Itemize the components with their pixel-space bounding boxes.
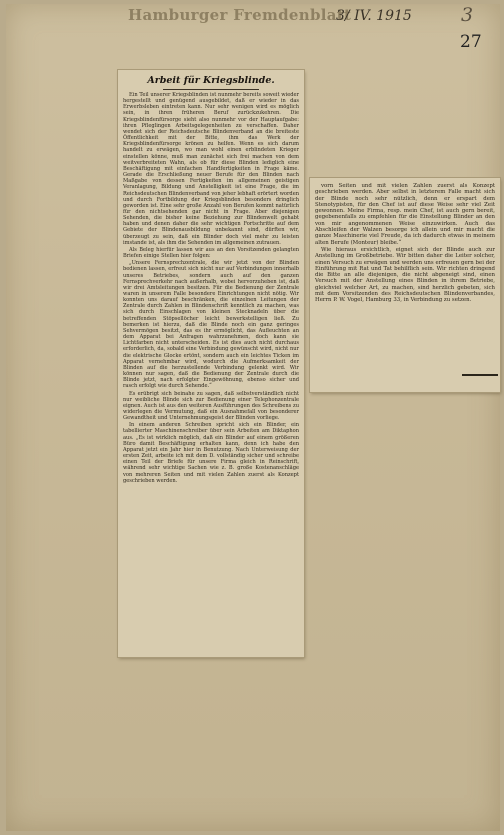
article-title: Arbeit für Kriegsblinde. [147,75,275,86]
handwritten-page-mark: 3 [461,4,474,26]
article-column-left [123,74,299,653]
clipping-header [0,0,504,60]
newspaper-name-stamp: Hamburger Fremdenblatt [128,6,352,24]
page-number: 27 [460,32,482,52]
article-column-right [315,183,495,388]
article-paragraph: vorn Seiten und mit vielen Zahlen zuerst als Konzept geschrieben werden. Aber selbst in letzterem Falle macht sich der Blinde noch sehr nützlich, denn er erspart dem Stenotypisten, für den Chef ist auf diese Weise sehr viel Zeit gewonnen. Meine Firma, resp. mein Chef, ist auch gern bereit, gegebenenfalls zu empfehlen für die Einstellung Blinder an den von mir angenommenen Weise einzuwirken. Auch das Abschleifen der Walzen besorge ich allein und mir macht die ganze Maschinerie viel Freude, da ich dadurch etwas in meinem alten Berufe (Monteur) bleibe.“ [315,183,495,246]
article-paragraph: „Unsere Fernsprechzentrale, die wir jetzt von der Blinden bedienen lassen, erfreut sich nicht nur auf Verbindungen innerhalb unseres Betriebes, sondern auch auf den ganzen Fernsprechverkehr nach außerhalb, wobei hervorzuheben ist, daß wir drei Amtsleitungen besitzen. Für die Bedienung der Zentrale waren in unserem Falle besondere Einrichtungen nicht nötig. Wir konnten uns darauf beschränken, die einzelnen Leitungen der Zentrale durch Zahlen in Blindenschrift kenntlich zu machen, was sich durch Einschlagen von kleinen Stecknadeln über die betreffenden Stöpsellöcher leicht bewerkstelligen ließ. Zu bemerken ist hierzu, daß die Blinde noch ein ganz geringes Sehvermögen besitzt, das es ihr ermöglicht, das Aufleuchten an dem Apparat bei Anfragen wahrzunehmen, doch kann sie Lichtfarben nicht unterscheiden. Es ist dies auch nicht durchaus erforderlich, da, sobald eine Verbindung gewünscht wird, nicht nur die elektrische Glocke ertönt, sondern auch ein leichtes Ticken im Apparat vernehmbar wird, wodurch die Aufmerksamkeit der Blinden auf die herzustellende Verbindung gelenkt wird. Wir können nur sagen, daß die Bedienung der Zentrale durch die Blinde jetzt, nach erfolgter Eingewöhnung, ebenso sicher und rasch erfolgt wie durch Sehende.“ [123,260,299,390]
article-paragraph: In einem anderen Schreiben spricht sich ein Blinder, ein tabellierter Maschinenschreiber über sein Arbeiten am Diktaphon aus. „Es ist wirklich möglich, daß ein Blinder auf einem größeren Büro damit Beschäftigung erhalten kann, denn ich habe den Apparat jetzt ein Jahr hier in Benutzung. Nach Unterweisung der ersten Zeit, arbeite ich mit dem D. vollständig sicher und schreibe einen Teil der Briefe für unsere Firma gleich in Reinschrift, während sehr wichtige Sachen wie z. B. große Kostenanschläge von mehreren Seiten und mit vielen Zahlen zuerst als Konzept geschrieben werden. [123,422,299,484]
article-paragraph: Als Beleg hierfür lassen wir aus an den Vorsitzenden gelangten Briefen einige Stellen hier folgen: [123,246,299,260]
article-paragraph: Ein Teil unserer Kriegsblinden ist nunmehr bereits soweit wieder hergestellt und genügend ausgebildet, daß er wieder in das Erwerbsleben eintreten kann. Nur sehr wenigen wird es möglich sein, in ihren früheren Beruf zurückzukehren. Die Kriegsblindenfürsorge sieht also nunmehr vor der Hauptaufgabe: ihren Pfleglingen Arbeitsgelegenheiten zu verschaffen. Daher wendet sich der Reichsdeutsche Blindenverband an die breiteste Öffentlichkeit mit der Bitte, ihm das Werk der Kriegsblindenfürsorge krönen zu helfen. Wenn es sich darum handelt zu erwägen, wo man wohl einen erblindeten Krieger einstellen könne, muß man zunächst sich frei machen von dem weitverbreiteten Wahn, als ob für diese Blinden lediglich eine Beschäftigung mit einfachen Handfertigkeiten in Frage käme. Gerade die Erschließung neuer Berufe für den Blinden nach Maßgabe von dessen Fertigkeiten im allgemeinen geistigen Veranlagung, Bildung und Anstelligkeit ist eine Frage, die im Reichsdeutschen Blindenverband von jeher lebhaft erörtert worden und durch Fortbildung der Kriegsblinden besonders dringlich geworden ist. Eine sehr große Anzahl von Berufen kommt natürlich für den nichtsehenden gar nicht in Frage. Aber diejenigen Sehenden, die bisher keine Beziehung zur Blindenwelt gehabt haben und denen daher die sehr wichtigen Fortschritte auf dem Gebiete der Blindenausbildung unbekannt sind, dürften wir, überzeugt zu sein, daß ein Blinder doch viel mehr zu leisten imstande ist, als ihm die Sehenden im allgemeinen zutrauen. [123,92,299,246]
handwritten-date: 3/ IV. 1915 [336,8,412,24]
article-paragraph: Es erübrigt sich beinahe zu sagen, daß selbstverständlich nicht nur weibliche Blinde sich zur Bedienung einer Telephonzentrale eignen. Auch ist aus den weiteren Ausführungen des Schreibens zu widerlegen die Vermutung, daß ein Ausnahmefall von besonderer Gewandtheit und Unternehmungsgeist der Blinden vorliege. [123,390,299,422]
article-clipping-left-column [118,70,304,657]
end-mark-rule [462,374,498,376]
title-rule [163,89,259,90]
article-paragraph: Wie hieraus ersichtlich, eignet sich der Blinde auch zur Anstellung im Großbetriebe. Wir bitten daher die Leiter solcher, einen Versuch zu erwägen und werden uns erfreuen gern bei der Einführung mit Rat und Tat behilflich sein. Wir richten dringend die Bitte an alle diejenigen, die nicht abgeneigt sind, einen Versuch mit der Anstellung eines Blinden in ihrem Betriebe, gleichviel welcher Art, zu machen, sind herzlich gebeten, sich mit dem Vorsitzenden des Reichsdeutschen Blindenverbandes, Herrn P. W. Vogel, Hamburg 33, in Verbindung zu setzen. [315,246,495,304]
article-clipping-right-column [310,178,500,392]
